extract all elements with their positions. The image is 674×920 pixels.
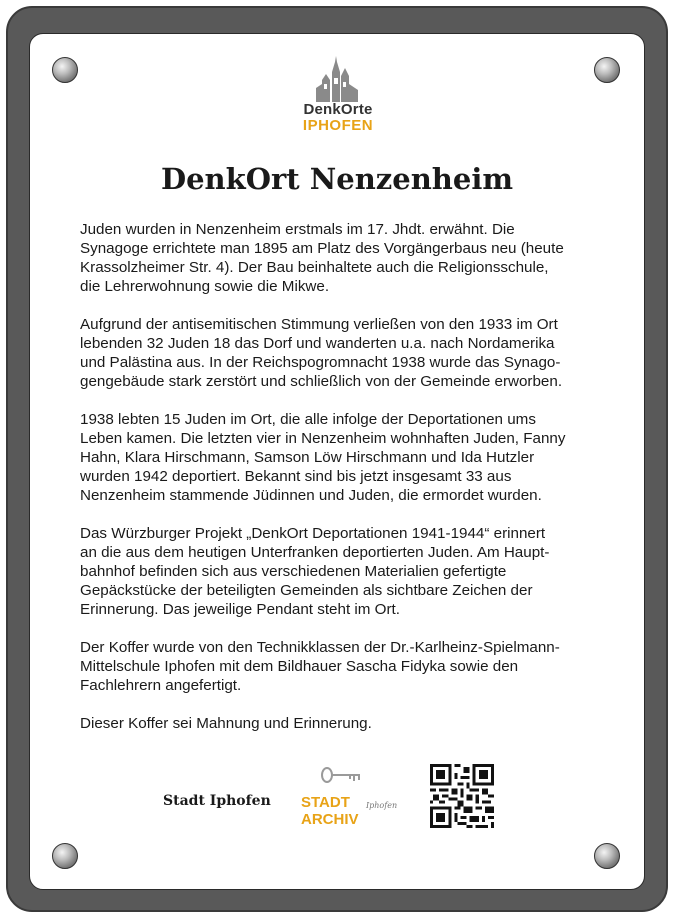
paragraph: Das Würzburger Projekt „DenkOrt Deportationen 1941-1944“ erinnert an die aus dem heutigen Unterfranken deportierten Juden. Am Haupt- bahnhof befinden sich aus verschiedenen Materialien gefertigte Gepäckstücke der beteiligten Gemeinden als sichtbare Zeichen der Erinnerung. Das jeweilige Pendant steht im Ort. — [80, 525, 550, 618]
archiv-line1: STADT — [301, 794, 350, 811]
archiv-line2: ARCHIV — [301, 811, 359, 828]
qr-code-icon — [430, 764, 494, 828]
denkorte-logo — [288, 54, 388, 140]
paragraph: 1938 lebten 15 Juden im Ort, die alle infolge der Deportationen ums Leben kamen. Die letzten vier in Nenzenheim wohnhaften Juden, Fanny Hahn, Klara Hirschmann, Samson Löw Hirschmann und Ida Hutzler wurden 1942 deportiert. Bekannt sind bis jetzt insgesamt 33 aus Nenzenheim stammende Jüdinnen und Juden, die ermordet wurden. — [80, 411, 566, 504]
body-text — [80, 220, 600, 752]
stadtarchiv-logo — [300, 764, 400, 828]
paragraph: Aufgrund der antisemitischen Stimmung verließen von den 1933 im Ort lebenden 32 Juden 18 das Dorf und wanderten u.a. nach Nordamerika und Palästina aus. In der Reichspogromnacht 1938 wurde das Synago- gengebäude stark zerstört und schließlich von der Gemeinde erworben. — [80, 316, 563, 390]
archiv-sub: Iphofen — [366, 801, 398, 810]
page-title: DenkOrt Nenzenheim — [160, 162, 514, 196]
church-towers-icon — [308, 54, 368, 102]
paragraph: Der Koffer wurde von den Technikklassen der Dr.-Karlheinz-Spielmann- Mittelschule Iphofen mit dem Bildhauer Sascha Fidyka sowie den Fachlehrern angefertigt. — [80, 639, 560, 694]
screw-icon — [52, 843, 78, 869]
paragraph: Juden wurden in Nenzenheim erstmals im 17. Jhdt. erwähnt. Die Synagoge errichtete man 1895 am Platz des Vorgängerbaus neu (heute Krassolzheimer Str. 4). Der Bau beinhaltete auch die Religionsschule, die Lehrerwohnung sowie die Mikwe. — [80, 221, 564, 295]
stadt-iphofen-label: Stadt Iphofen — [163, 793, 271, 809]
logo-line2: IPHOFEN — [302, 117, 374, 134]
screw-icon — [52, 57, 78, 83]
paragraph: Dieser Koffer sei Mahnung und Erinnerung. — [80, 715, 372, 732]
screw-icon — [594, 57, 620, 83]
key-icon — [320, 764, 366, 786]
logo-line1: DenkOrte — [303, 101, 373, 118]
screw-icon — [594, 843, 620, 869]
